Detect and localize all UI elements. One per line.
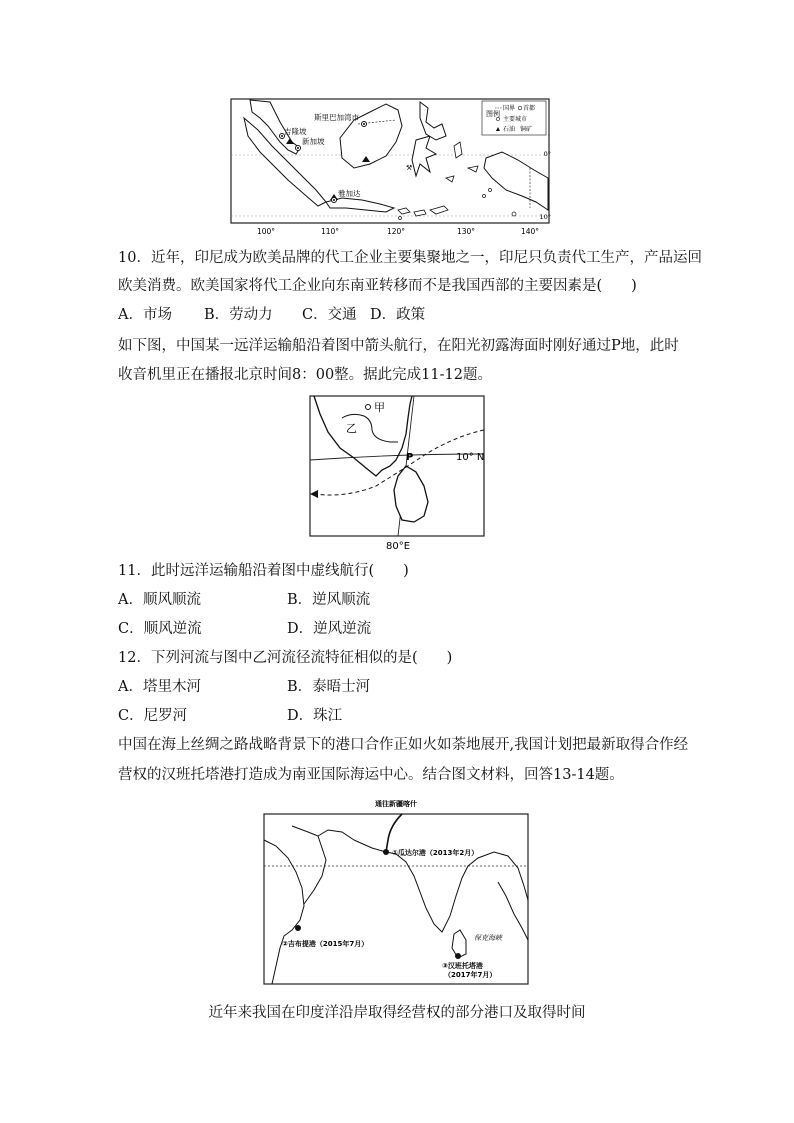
map1-city-singapore: 新加坡 <box>302 137 325 146</box>
q12-text: 12．下列河流与图中乙河流径流特征相似的是( ) <box>118 650 453 666</box>
svg-text:⚒: ⚒ <box>406 164 413 172</box>
intro-11-line2: 收音机里正在播报北京时间8：00整。据此完成11-12题。 <box>118 367 492 383</box>
q10-text-line2: 欧美消费。欧美国家将代工企业向东南亚转移而不是我国西部的主要因素是( ) <box>118 278 637 294</box>
india-srilanka-map-svg <box>306 394 488 552</box>
indian-ocean-ports-map-svg <box>262 796 530 988</box>
map2-label-p: P <box>406 452 414 463</box>
map3-port-djibouti: ②吉布提港（2015年7月） <box>282 940 369 948</box>
map1-city-jakarta: 雅加达 <box>338 189 361 198</box>
india-srilanka-map <box>306 394 488 552</box>
map2-label-lon: 80°E <box>385 541 411 552</box>
map1-legend <box>482 101 546 135</box>
southeast-asia-map <box>230 98 552 238</box>
copper-symbol <box>406 164 412 172</box>
q10-option-a[interactable]: A．市场 <box>118 307 172 323</box>
capital-symbol <box>332 198 337 203</box>
svg-text:铜矿: 铜矿 <box>520 126 533 133</box>
capital-symbol <box>296 146 301 151</box>
intro-13-line1: 中国在海上丝绸之路战略背景下的港口合作正如火如荼地展开,我国计划把最新取得合作经 <box>118 737 689 753</box>
map3-caption: 近年来我国在印度洋沿岸取得经营权的部分港口及取得时间 <box>208 1005 586 1021</box>
map1-lon-100: 100° <box>256 227 276 236</box>
map1-lon-140: 140° <box>520 227 540 236</box>
map1-lat-10: 10° <box>539 213 551 221</box>
svg-text:首都: 首都 <box>523 105 536 112</box>
q10-option-c[interactable]: C．交通 <box>302 307 357 323</box>
svg-text:石油: 石油 <box>503 126 516 133</box>
q11-option-a[interactable]: A．顺风顺流 <box>118 592 201 608</box>
map2-label-yi: 乙 <box>346 422 357 435</box>
q10-text-line1: 10．近年，印尼成为欧美品牌的代工企业主要集聚地之一，印尼只负责代工生产，产品运回 <box>118 250 702 266</box>
map3-title: 通往新疆喀什 <box>375 800 417 808</box>
map2-label-lat: 10° N <box>456 452 485 463</box>
map1-city-bandar: 斯里巴加湾市 <box>314 113 359 122</box>
q12-option-d[interactable]: D．珠江 <box>287 708 343 724</box>
capital-symbol <box>362 122 367 127</box>
q11-option-b[interactable]: B．逆风顺流 <box>287 592 371 608</box>
q11-option-c[interactable]: C．顺风逆流 <box>118 621 202 637</box>
map3-strait: 保克海峡 <box>474 934 502 942</box>
map1-lon-120: 120° <box>386 227 406 236</box>
q10-option-b[interactable]: B．劳动力 <box>204 307 273 323</box>
indian-ocean-ports-map <box>262 796 530 988</box>
q12-option-b[interactable]: B．泰晤士河 <box>287 679 371 695</box>
intro-13-line2: 营权的汉班托塔港打造成为南亚国际海运中心。结合图文材料，回答13-14题。 <box>118 767 624 783</box>
q11-text: 11．此时远洋运输船沿着图中虚线航行( ) <box>118 563 409 579</box>
svg-text:图例: 图例 <box>486 110 500 118</box>
southeast-asia-map-svg <box>230 98 552 238</box>
map3-port-gwadar: ①瓜达尔港（2013年2月） <box>392 849 479 857</box>
q12-option-a[interactable]: A．塔里木河 <box>118 679 201 695</box>
map1-lon-130: 130° <box>456 227 476 236</box>
map3-port-hambantota: ③汉班托塔港 <box>442 962 483 970</box>
svg-text:主要城市: 主要城市 <box>503 116 528 123</box>
map3-port-hambantota-date: （2017年7月） <box>444 971 497 979</box>
q11-option-d[interactable]: D．逆风逆流 <box>287 621 372 637</box>
map2-label-jia: 甲 <box>374 401 385 414</box>
svg-text:国界: 国界 <box>503 105 516 112</box>
map1-lat-0: 0° <box>543 150 551 158</box>
map1-city-kualalumpur: 吉隆坡 <box>284 127 307 136</box>
q10-option-d[interactable]: D．政策 <box>370 307 426 323</box>
q12-option-c[interactable]: C．尼罗河 <box>118 708 188 724</box>
intro-11-line1: 如下图，中国某一远洋运输船沿着图中箭头航行，在阳光初露海面时刚好通过P地，此时 <box>118 338 679 354</box>
map1-lon-110: 110° <box>320 227 340 236</box>
